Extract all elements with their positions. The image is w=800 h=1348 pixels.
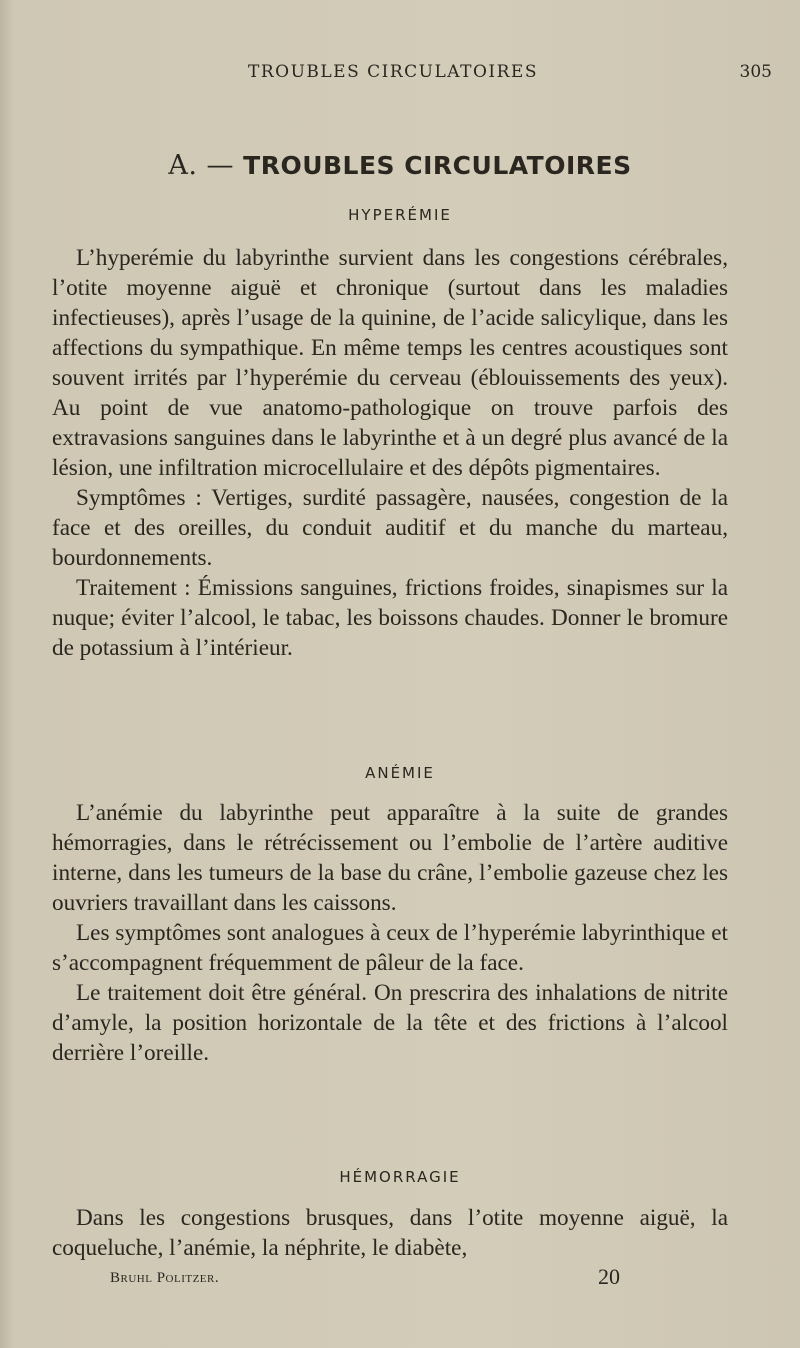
paragraph: Symptômes : Vertiges, surdité passagère, nausées, congestion de la face et des oreilles, du conduit auditif et du manche du marteau, bourdonnements. xyxy=(52,485,728,571)
paragraph: Dans les congestions brusques, dans l’otite moyenne aiguë, la coqueluche, l’anémie, la néphrite, le diabète, xyxy=(52,1205,728,1261)
paragraph: L’anémie du labyrinthe peut apparaître à la suite de grandes hémorragies, dans le rétrécissement ou l’embolie de l’artère auditive interne, dans les tumeurs de la base du crâne, l’embolie gazeuse chez les ouvriers travaillant dans les caissons. xyxy=(52,800,728,916)
running-head-title: TROUBLES CIRCULATOIRES xyxy=(248,62,538,82)
section-heading-anemie: ANÉMIE xyxy=(365,764,435,782)
section-body-anemie xyxy=(52,798,728,1068)
page-number: 305 xyxy=(739,62,772,82)
paragraph: Les symptômes sont analogues à ceux de l’hyperémie labyrinthique et s’accompagnent fréquemment de pâleur de la face. xyxy=(52,920,728,976)
paragraph: Traitement : Émissions sanguines, frictions froides, sinapismes sur la nuque; éviter l’alcool, le tabac, les boissons chaudes. Donner le bromure de potassium à l’intérieur. xyxy=(52,575,728,661)
chapter-title-text: TROUBLES CIRCULATOIRES xyxy=(243,151,632,180)
section-body-hyperemie xyxy=(52,243,728,663)
chapter-prefix: A. — xyxy=(168,150,244,181)
signature-mark: 20 xyxy=(598,1264,620,1289)
section-heading-hyperemie: HYPERÉMIE xyxy=(348,206,452,224)
section-body-hemorragie xyxy=(52,1203,728,1263)
section-heading-hemorragie: HÉMORRAGIE xyxy=(339,1168,461,1186)
chapter-title xyxy=(0,150,800,181)
paragraph: Le traitement doit être général. On prescrira des inhalations de nitrite d’amyle, la position horizontale de la tête et des frictions à l’alcool derrière l’oreille. xyxy=(52,980,728,1066)
footer-author: Bruhl Politzer. xyxy=(110,1270,220,1286)
paragraph: L’hyperémie du labyrinthe survient dans les congestions cérébrales, l’otite moyenne aiguë et chronique (surtout dans les maladies infectieuses), après l’usage de la quinine, de l’acide salicylique, dans les affections du sympathique. En même temps les centres acoustiques sont souvent irrités par l’hyperémie du cerveau (éblouissements des yeux). Au point de vue anatomo-pathologique on trouve parfois des extravasions sanguines dans le labyrinthe et à un degré plus avancé de la lésion, une infiltration microcellulaire et des dépôts pigmentaires. xyxy=(52,245,728,481)
